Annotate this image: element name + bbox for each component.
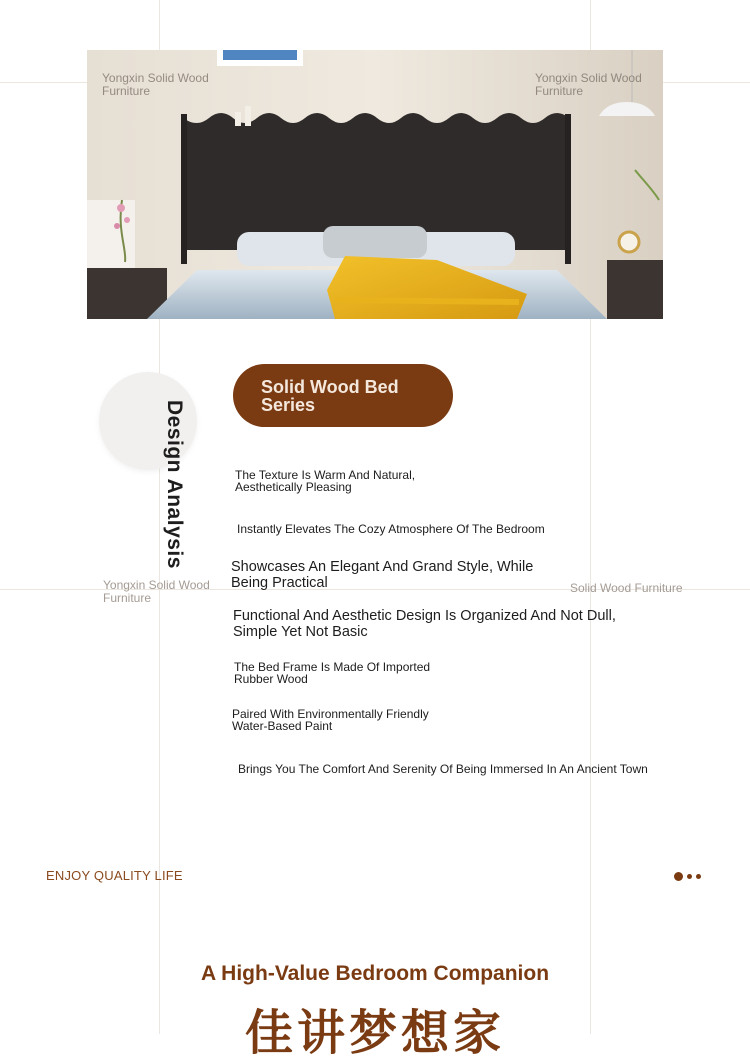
feature-line-1: The Texture Is Warm And Natural, Aesthetically Pleasing — [235, 468, 416, 494]
feature-line-7: Brings You The Comfort And Serenity Of Being Immersed In An Ancient Town — [238, 762, 648, 776]
carousel-dots[interactable] — [674, 872, 701, 881]
carousel-dot[interactable] — [687, 874, 692, 879]
feature-line-4: Functional And Aesthetic Design Is Organized And Not Dull, Simple Yet Not Basic — [233, 608, 616, 640]
feature-line-3: Showcases An Elegant And Grand Style, While Being Practical — [231, 559, 534, 591]
carousel-dot[interactable] — [696, 874, 701, 879]
bed-photo — [87, 50, 663, 319]
feature-line-2: Instantly Elevates The Cozy Atmosphere Of The Bedroom — [237, 522, 545, 536]
series-badge — [233, 364, 453, 427]
carousel-dot-active[interactable] — [674, 872, 683, 881]
design-analysis-title: Design Analysis — [163, 400, 186, 569]
section-watermark-left: Yongxin Solid Wood Furniture — [103, 578, 210, 605]
big-title: 佳讲梦想家 — [244, 1007, 505, 1060]
enjoy-quality-life: ENJOY QUALITY LIFE — [46, 868, 183, 883]
hero-watermark-right: Yongxin Solid Wood Furniture — [535, 71, 642, 98]
feature-line-6: Paired With Environmentally Friendly Water-Based Paint — [232, 707, 429, 733]
section-watermark-right: Solid Wood Furniture — [570, 581, 683, 595]
series-badge-label: Solid Wood Bed Series — [261, 377, 399, 415]
feature-line-5: The Bed Frame Is Made Of Imported Rubber Wood — [234, 660, 431, 686]
companion-heading: A High-Value Bedroom Companion — [200, 962, 550, 985]
hero-watermark-left: Yongxin Solid Wood Furniture — [102, 71, 209, 98]
